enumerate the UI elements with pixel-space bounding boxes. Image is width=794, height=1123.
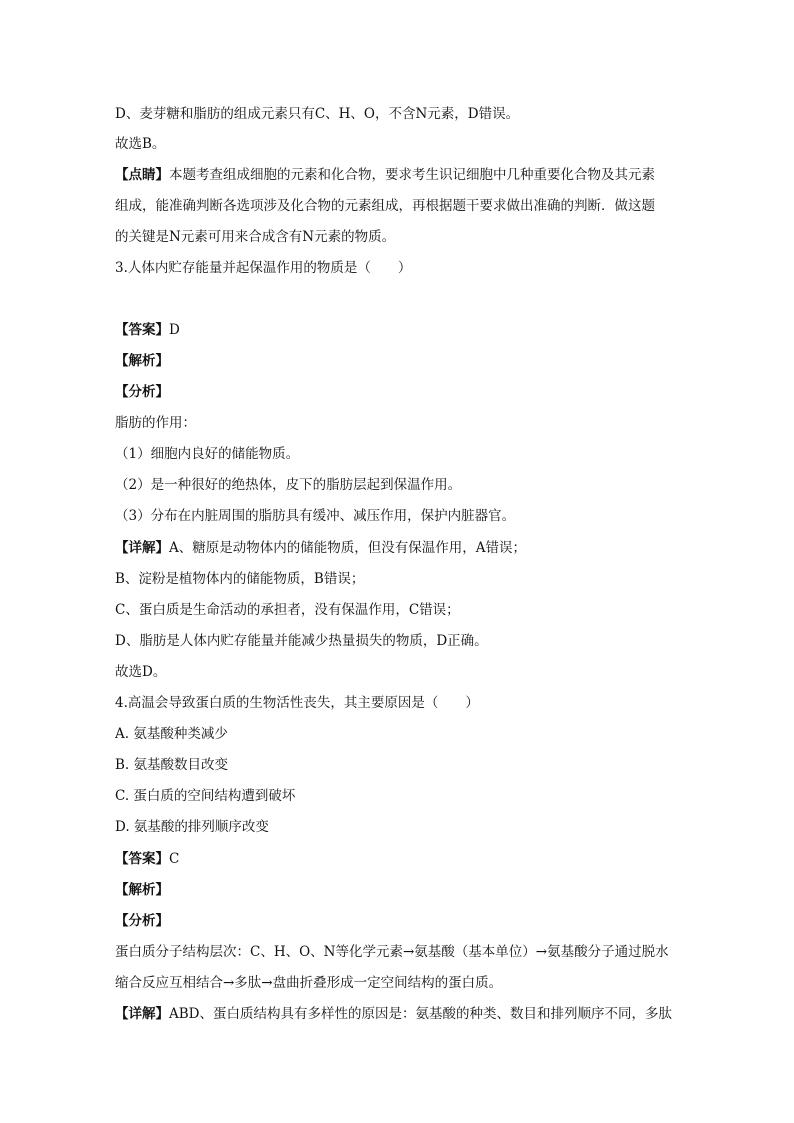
answer-value: C	[169, 851, 180, 867]
option-a: A. 氨基酸种类减少	[115, 726, 228, 742]
text-line: 蛋白质分子结构层次：C、H、O、N等化学元素→氨基酸（基本单位）→氨基酸分子通过脱水	[115, 944, 669, 960]
text-line	[115, 538, 685, 558]
text-line: 的关键是N元素可用来合成含有N元素的物质。	[115, 229, 396, 245]
detail-tag: 【详解】	[115, 540, 169, 556]
text-line: B、淀粉是植物体内的储能物质，B错误；	[115, 571, 365, 587]
option-b: B. 氨基酸数目改变	[115, 757, 229, 773]
question-3: 3.人体内贮存能量并起保温作用的物质是（ ）	[115, 260, 412, 276]
text-line	[115, 165, 685, 185]
text-line	[115, 1004, 685, 1024]
question-4: 4.高温会导致蛋白质的生物活性丧失，其主要原因是（ ）	[115, 695, 479, 711]
text-line: D、脂肪是人体内贮存能量并能减少热量损失的物质，D正确。	[115, 633, 488, 649]
answer-line	[115, 849, 685, 869]
text-line: 缩合反应互相结合→多肽→盘曲折叠形成一定空间结构的蛋白质。	[115, 975, 503, 991]
answer-tag: 【答案】	[115, 851, 169, 867]
answer-line	[115, 320, 685, 340]
answer-tag: 【答案】	[115, 322, 169, 338]
text-span: A、糖原是动物体内的储能物质，但没有保温作用，A错误；	[169, 540, 526, 556]
text-line: 故选B。	[115, 136, 166, 152]
analysis-tag: 【解析】	[115, 353, 169, 369]
text-line: （3）分布在内脏周围的脂肪具有缓冲、减压作用，保护内脏器官。	[115, 508, 516, 524]
text-line: C、蛋白质是生命活动的承担者，没有保温作用，C错误；	[115, 602, 460, 618]
text-line: （1）细胞内良好的储能物质。	[115, 446, 300, 462]
option-d: D. 氨基酸的排列顺序改变	[115, 819, 269, 835]
text-line: 脂肪的作用：	[115, 415, 196, 431]
text-span: ABD、蛋白质结构具有多样性的原因是：氨基酸的种类、数目和排列顺序不同，多肽	[169, 1006, 672, 1022]
analysis-sub-tag: 【分析】	[115, 913, 169, 929]
analysis-tag: 【解析】	[115, 882, 169, 898]
text-line: D、麦芽糖和脂肪的组成元素只有C、H、O，不含N元素，D错误。	[115, 106, 520, 122]
analysis-sub-tag: 【分析】	[115, 384, 169, 400]
text-line: 组成，能准确判断各选项涉及化合物的元素组成，再根据题干要求做出准确的判断．做这题	[115, 198, 655, 214]
detail-tag: 【详解】	[115, 1006, 169, 1022]
text-span: 本题考查组成细胞的元素和化合物，要求考生识记细胞中几种重要化合物及其元素	[169, 167, 655, 183]
option-c: C. 蛋白质的空间结构遭到破坏	[115, 788, 296, 804]
text-line: （2）是一种很好的绝热体，皮下的脂肪层起到保温作用。	[115, 477, 462, 493]
section-tag: 【点睛】	[115, 167, 169, 183]
text-line: 故选D。	[115, 664, 167, 680]
answer-value: D	[169, 322, 180, 338]
